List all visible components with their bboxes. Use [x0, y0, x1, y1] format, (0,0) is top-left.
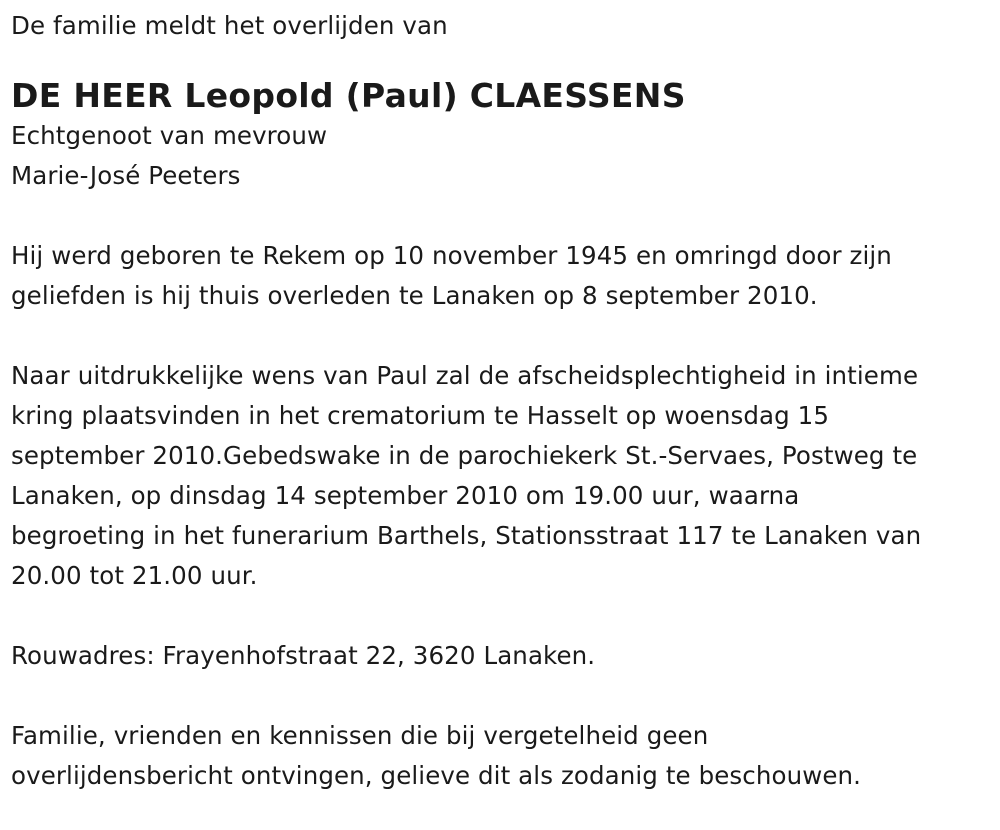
ceremony-line: 20.00 tot 21.00 uur.	[11, 561, 258, 590]
birth-line: geliefden is hij thuis overleden te Lanaken op 8 september 2010.	[11, 281, 818, 310]
ceremony-line: september 2010.Gebedswake in de parochiekerk St.-Servaes, Postweg te	[11, 441, 918, 470]
mourning-address: Rouwadres: Frayenhofstraat 22, 3620 Lanaken.	[11, 641, 596, 670]
spouse-line: Echtgenoot van mevrouw	[11, 121, 328, 150]
spouse-line: Marie-José Peeters	[11, 161, 241, 190]
closing-line: Familie, vrienden en kennissen die bij vergetelheid geen	[11, 721, 709, 750]
intro-text: De familie meldt het overlijden van	[11, 11, 448, 40]
closing-line: overlijdensbericht ontvingen, gelieve dit als zodanig te beschouwen.	[11, 761, 862, 790]
closing-paragraph	[11, 716, 991, 796]
death-notice	[11, 6, 991, 796]
ceremony-line: kring plaatsvinden in het crematorium te Hasselt op woensdag 15	[11, 401, 830, 430]
ceremony-line: begroeting in het funerarium Barthels, Stationsstraat 117 te Lanaken van	[11, 521, 922, 550]
spouse-block	[11, 116, 991, 196]
ceremony-line: Naar uitdrukkelijke wens van Paul zal de afscheidsplechtigheid in intieme	[11, 361, 919, 390]
birth-line: Hij werd geboren te Rekem op 10 november 1945 en omringd door zijn	[11, 241, 892, 270]
deceased-name: DE HEER Leopold (Paul) CLAESSENS	[11, 76, 686, 115]
ceremony-paragraph	[11, 356, 991, 596]
ceremony-line: Lanaken, op dinsdag 14 september 2010 om 19.00 uur, waarna	[11, 481, 800, 510]
birth-paragraph	[11, 236, 991, 316]
address-paragraph	[11, 636, 991, 676]
